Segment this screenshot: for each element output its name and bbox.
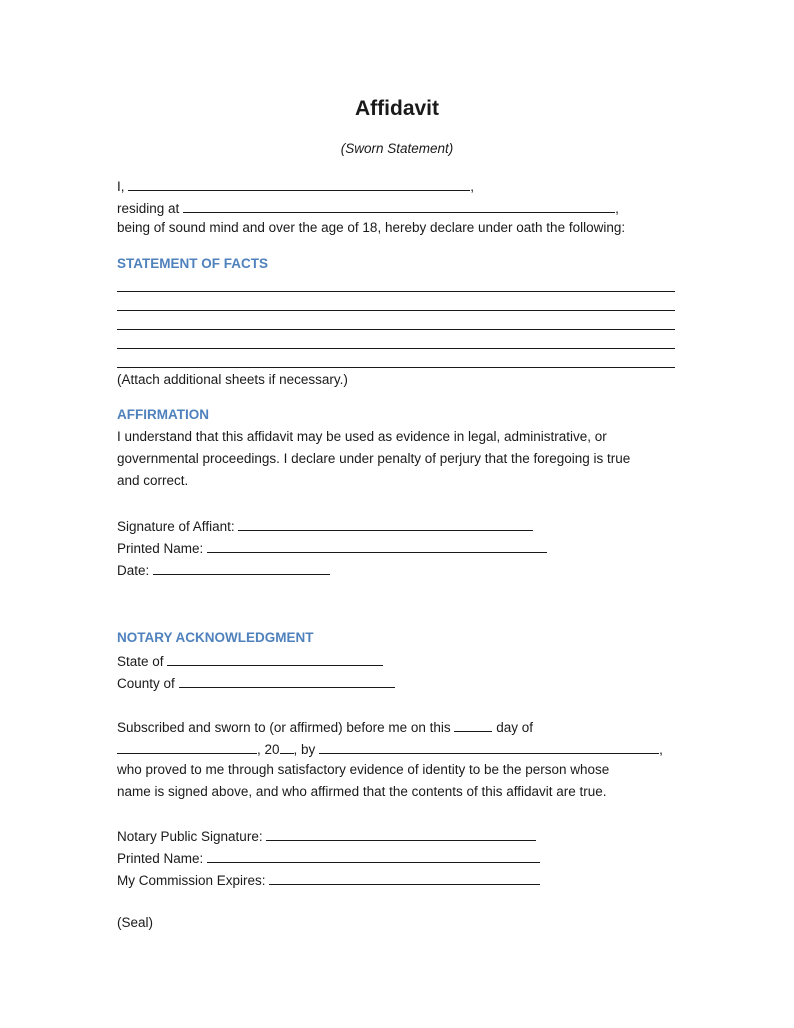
- sworn-line-1: [117, 717, 533, 737]
- county-line: [117, 673, 395, 693]
- notary-signature-line: [117, 826, 536, 846]
- seal-label: (Seal): [117, 915, 154, 930]
- affiant-printed-name-label: Printed Name:: [117, 541, 204, 556]
- attach-note: (Attach additional sheets if necessary.): [117, 372, 348, 387]
- affiant-signature-field[interactable]: [238, 516, 533, 531]
- residing-label: residing at: [117, 201, 180, 216]
- state-field[interactable]: [167, 651, 383, 666]
- facts-line-1[interactable]: [117, 291, 675, 292]
- commission-expires-line: [117, 870, 540, 890]
- sworn-month-field[interactable]: [117, 739, 257, 754]
- notary-signature-label: Notary Public Signature:: [117, 829, 263, 844]
- residence-field[interactable]: [183, 198, 615, 213]
- sworn-year-field[interactable]: [280, 739, 294, 754]
- affiant-signature-label: Signature of Affiant:: [117, 519, 235, 534]
- affirmation-text-3: and correct.: [117, 473, 189, 488]
- residence-comma: ,: [615, 201, 619, 216]
- proved-text-2: name is signed above, and who affirmed that the contents of this affidavit are true.: [117, 784, 607, 799]
- sworn-by-comma: ,: [659, 742, 663, 757]
- commission-expires-field[interactable]: [269, 870, 540, 885]
- affiant-signature-line: [117, 516, 533, 536]
- affiant-name-line: [117, 176, 474, 196]
- facts-line-2[interactable]: [117, 310, 675, 311]
- day-of-text: day of: [496, 720, 533, 735]
- affiant-date-line: [117, 560, 330, 580]
- affirmation-text-2: governmental proceedings. I declare under penalty of perjury that the foregoing is true: [117, 451, 631, 466]
- affiant-printed-name-field[interactable]: [207, 538, 547, 553]
- by-text: , by: [293, 742, 316, 757]
- affiant-name-comma: ,: [470, 179, 475, 194]
- notary-printed-name-label: Printed Name:: [117, 851, 204, 866]
- notary-printed-name-line: [117, 848, 540, 868]
- commission-expires-label: My Commission Expires:: [117, 873, 266, 888]
- affiant-i-prefix: I,: [117, 179, 125, 194]
- affiant-date-label: Date:: [117, 563, 150, 578]
- notary-printed-name-field[interactable]: [207, 848, 540, 863]
- residence-line: [117, 198, 619, 218]
- proved-text-1: who proved to me through satisfactory evidence of identity to be the person whose: [117, 762, 610, 777]
- declaration-text: being of sound mind and over the age of 18, hereby declare under oath the following:: [117, 220, 626, 235]
- state-label: State of: [117, 654, 164, 669]
- document-title: Affidavit: [355, 97, 439, 120]
- sworn-line-2: [117, 739, 663, 759]
- affirmation-text-1: I understand that this affidavit may be used as evidence in legal, administrative, or: [117, 429, 607, 444]
- affirmation-heading: AFFIRMATION: [117, 407, 209, 422]
- sworn-text: Subscribed and sworn to (or affirmed) before me on this: [117, 720, 451, 735]
- facts-line-4[interactable]: [117, 348, 675, 349]
- facts-line-5[interactable]: [117, 367, 675, 368]
- year-prefix: , 20: [257, 742, 280, 757]
- notary-signature-field[interactable]: [266, 826, 536, 841]
- county-field[interactable]: [179, 673, 395, 688]
- facts-line-3[interactable]: [117, 329, 675, 330]
- affiant-printed-name-line: [117, 538, 547, 558]
- statement-of-facts-heading: STATEMENT OF FACTS: [117, 256, 268, 271]
- sworn-day-field[interactable]: [454, 717, 492, 732]
- notary-acknowledgment-heading: NOTARY ACKNOWLEDGMENT: [117, 630, 314, 645]
- document-subtitle: (Sworn Statement): [340, 141, 454, 156]
- affiant-name-field[interactable]: [128, 176, 470, 191]
- state-line: [117, 651, 383, 671]
- sworn-by-field[interactable]: [319, 739, 659, 754]
- county-label: County of: [117, 676, 175, 691]
- affiant-date-field[interactable]: [153, 560, 330, 575]
